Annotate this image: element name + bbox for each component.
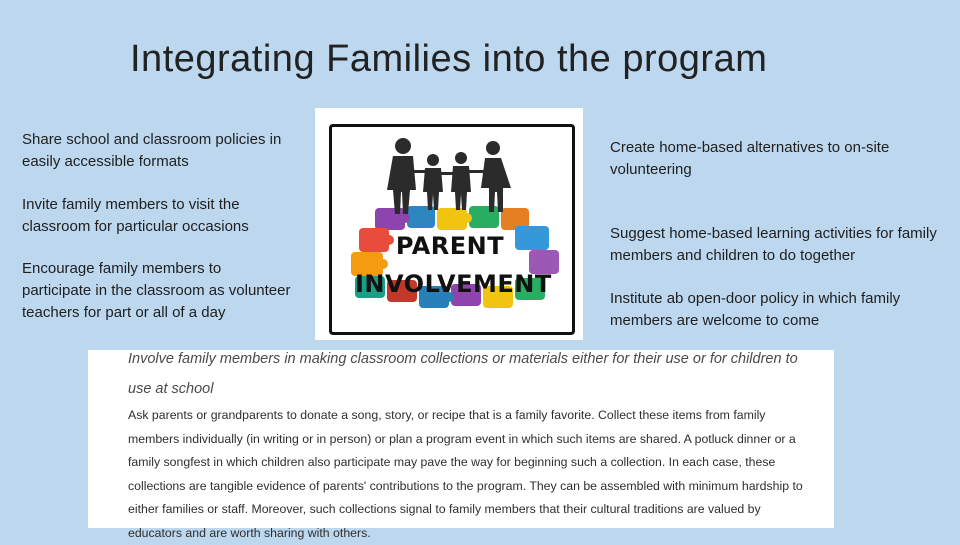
- right-point-open-door: Institute ab open-door policy in which family members are welcome to come: [610, 290, 901, 329]
- text-excerpt: [88, 350, 834, 540]
- right-point-home-activities: Suggest home-based learning activities for family members and children to do together: [610, 225, 937, 264]
- right-point-home-alternatives: Create home-based alternatives to on-site volunteering: [610, 139, 890, 178]
- parent-involvement-image: [315, 108, 583, 340]
- family-silhouette-icon: [387, 138, 511, 214]
- slide-title: Integrating Families into the program: [130, 38, 768, 80]
- left-point-policies: Share school and classroom policies in easily accessible formats: [22, 131, 282, 170]
- left-point-volunteer: Encourage family members to participate in the classroom as volunteer teachers for part or all of a day: [22, 260, 291, 321]
- excerpt-heading: Involve family members in making classroom collections or materials either for their use or for children to use at school: [128, 351, 798, 397]
- image-caption-line2: INVOLVEMENT: [355, 270, 552, 298]
- excerpt-body: Ask parents or grandparents to donate a song, story, or recipe that is a family favorite. Collect these items from family members individually (in writing or in person) or plan a program event in which such items are shared. A potluck dinner or a family songfest in which children also participate may pave the way for beginning such a collection. In each case, these collections are tangible evidence of parents' contributions to the program. They can be assembled with minimum hardship to either families or staff. Moreover, such collections signal to family members that their cultural traditions are valued by educators and are worth sharing with others.: [128, 408, 803, 540]
- puzzle-family-illustration: [315, 108, 583, 340]
- image-caption-line1: PARENT: [395, 232, 505, 260]
- left-point-visit: Invite family members to visit the classroom for particular occasions: [22, 196, 249, 235]
